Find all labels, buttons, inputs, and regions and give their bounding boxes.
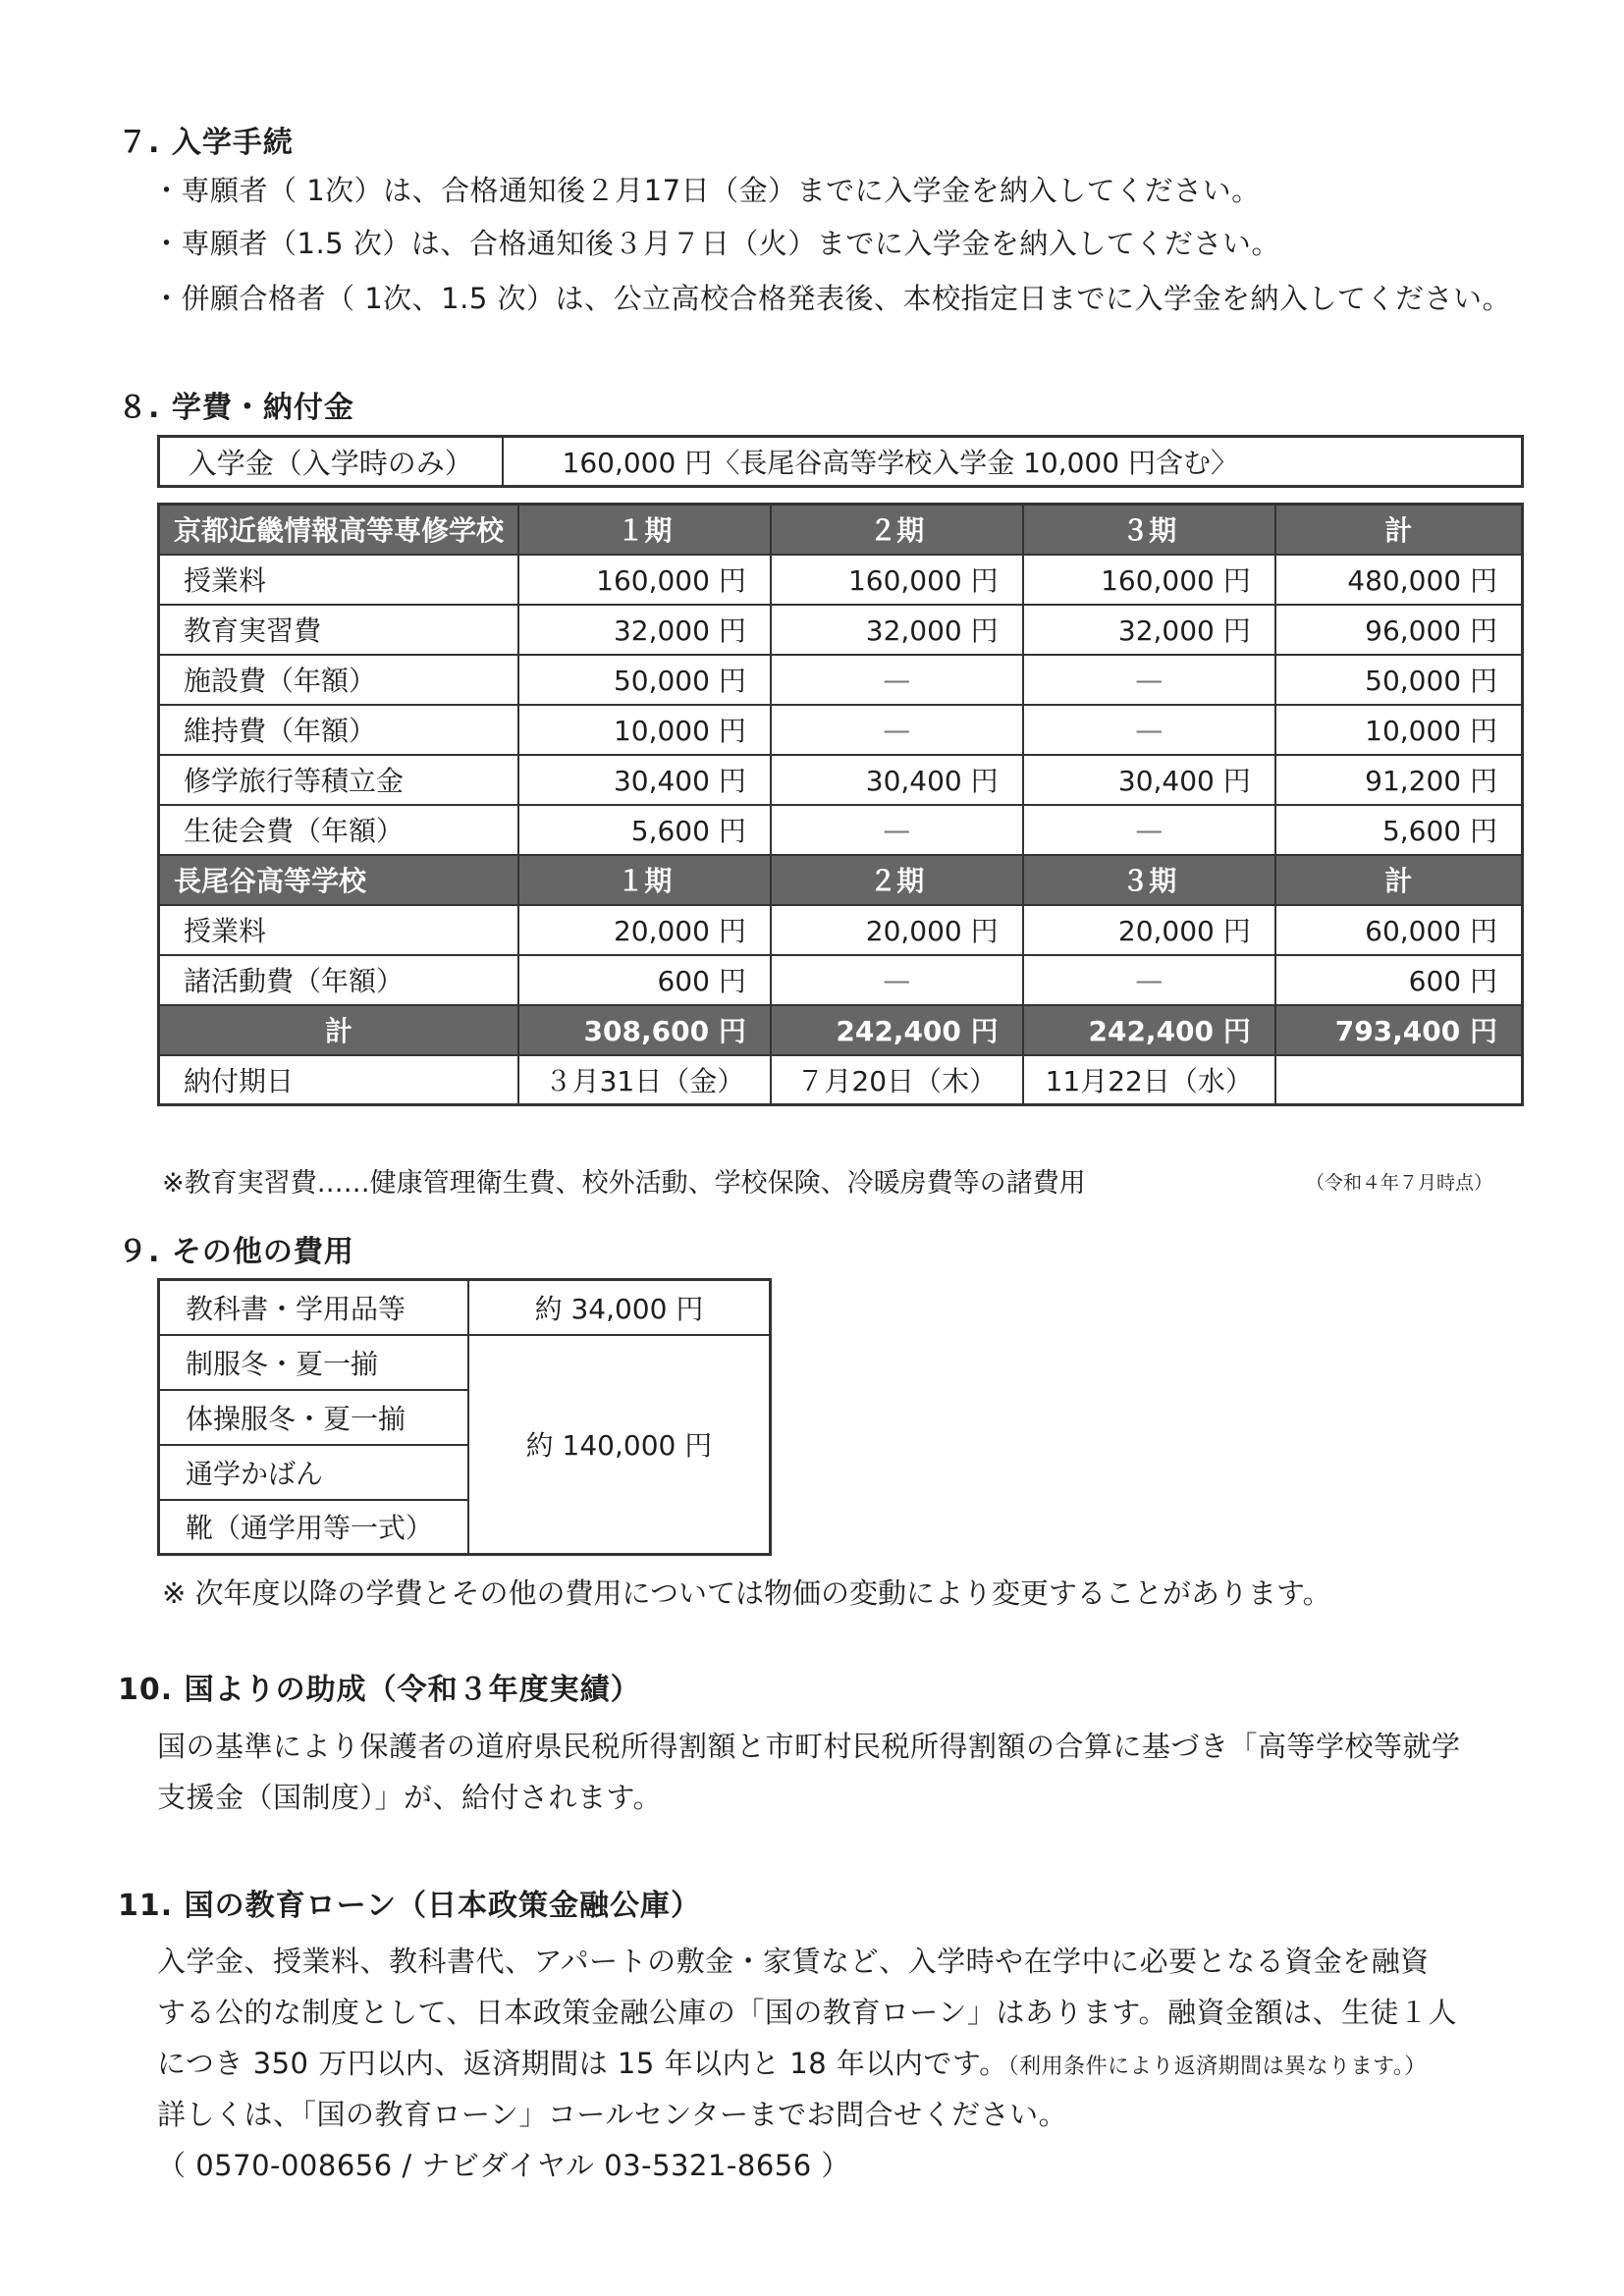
term-3-header: ３期 bbox=[1023, 855, 1275, 905]
cell-dash: — bbox=[1023, 655, 1275, 705]
due-date-term-2: ７月20日（木） bbox=[771, 1055, 1023, 1105]
cell-dash: — bbox=[771, 955, 1023, 1005]
cell-value: 600 円 bbox=[1275, 955, 1523, 1005]
table-row bbox=[159, 605, 1523, 655]
practice-fee-note: ※教育実習費……健康管理衛生費、校外活動、学校保険、冷暖房費等の諸費用 bbox=[162, 1168, 1086, 1199]
cell-value: 96,000 円 bbox=[1275, 605, 1523, 655]
loan-contact-numbers: （ 0570-008656 / ナビダイヤル 03-5321-8656 ） bbox=[157, 2149, 850, 2182]
nagaotani-school-name: 長尾谷高等学校 bbox=[159, 855, 519, 905]
cell-dash: — bbox=[1023, 705, 1275, 755]
loan-text-line-3 bbox=[157, 2042, 1532, 2082]
item-label: 制服冬・夏一揃 bbox=[159, 1335, 468, 1390]
cell-dash: — bbox=[1023, 805, 1275, 855]
cell-value: 160,000 円 bbox=[1023, 555, 1275, 605]
total-header: 計 bbox=[1275, 855, 1523, 905]
table-row bbox=[159, 805, 1523, 855]
as-of-note: （令和４年７月時点） bbox=[1306, 1172, 1493, 1194]
cell-value: 32,000 円 bbox=[771, 605, 1023, 655]
row-label: 施設費（年額） bbox=[159, 655, 519, 705]
cell-value: 50,000 円 bbox=[1275, 655, 1523, 705]
row-label: 教育実習費 bbox=[159, 605, 519, 655]
other-costs-table bbox=[157, 1278, 772, 1556]
table-row bbox=[159, 905, 1523, 955]
cell-dash: — bbox=[771, 655, 1023, 705]
cell-value: 20,000 円 bbox=[1023, 905, 1275, 955]
table-row bbox=[159, 755, 1523, 805]
cell-value: 5,600 円 bbox=[1275, 805, 1523, 855]
section-7-heading: ７. 入学手続 bbox=[118, 126, 294, 160]
cell-value: 32,000 円 bbox=[1023, 605, 1275, 655]
nagaotani-header-row bbox=[159, 855, 1523, 905]
bullet-2: ・専願者（1.5 次）は、合格通知後３月７日（火）までに入学金を納入してください。 bbox=[152, 227, 1280, 260]
entrance-fee-label: 入学金（入学時のみ） bbox=[159, 437, 503, 487]
cell-dash: — bbox=[771, 705, 1023, 755]
loan-text-line-3-main: につき 350 万円以内、返済期間は 15 年以内と 18 年以内です。 bbox=[157, 2047, 1008, 2080]
cell-value: 91,200 円 bbox=[1275, 755, 1523, 805]
loan-condition-note: （利用条件により返済期間は異なります。） bbox=[1007, 2055, 1427, 2079]
item-label: 靴（通学用等一式） bbox=[159, 1500, 468, 1555]
subsidy-text-line-2: 支援金（国制度）」が、給付されます。 bbox=[157, 1781, 663, 1814]
row-label: 維持費（年額） bbox=[159, 705, 519, 755]
table-row bbox=[159, 705, 1523, 755]
section-9-heading: ９. その他の費用 bbox=[118, 1235, 354, 1269]
cell-value: 32,000 円 bbox=[518, 605, 771, 655]
due-date-term-1: ３月31日（金） bbox=[518, 1055, 771, 1105]
total-header: 計 bbox=[1275, 505, 1523, 555]
uniform-price: 約 140,000 円 bbox=[468, 1335, 771, 1555]
bullet-3: ・併願合格者（ 1次、1.5 次）は、公立高校合格発表後、本校指定日までに入学金を納入してください。 bbox=[152, 282, 1512, 315]
loan-text-line-1: 入学金、授業料、教科書代、アパートの敷金・家賃など、入学時や在学中に必要となる資金を融資 bbox=[157, 1945, 1430, 1978]
row-label: 授業料 bbox=[159, 905, 519, 955]
term-1-header: １期 bbox=[518, 505, 771, 555]
table-row bbox=[159, 655, 1523, 705]
cell-value: 50,000 円 bbox=[518, 655, 771, 705]
item-label: 通学かばん bbox=[159, 1445, 468, 1500]
loan-text-line-2: する公的な制度として、日本政策金融公庫の「国の教育ローン」はあります。融資金額は、生徒１人 bbox=[157, 1996, 1458, 2029]
bullet-1: ・専願者（ 1次）は、合格通知後２月17日（金）までに入学金を納入してください。 bbox=[152, 174, 1261, 207]
item-label: 教科書・学用品等 bbox=[159, 1280, 468, 1335]
cell-value: 30,400 円 bbox=[518, 755, 771, 805]
total-term-3: 242,400 円 bbox=[1023, 1005, 1275, 1055]
total-term-2: 242,400 円 bbox=[771, 1005, 1023, 1055]
total-label: 計 bbox=[159, 1005, 519, 1055]
kyoto-header-row bbox=[159, 505, 1523, 555]
price-change-note: ※ 次年度以降の学費とその他の費用については物価の変動により変更することがあります。 bbox=[162, 1576, 1331, 1610]
entrance-fee-table bbox=[157, 435, 1524, 488]
due-date-term-3: 11月22日（水） bbox=[1023, 1055, 1275, 1105]
term-2-header: ２期 bbox=[771, 855, 1023, 905]
fee-table bbox=[157, 503, 1524, 1106]
subsidy-text-line-1: 国の基準により保護者の道府県民税所得割額と市町村民税所得割額の合算に基づき「高等学校等就学 bbox=[157, 1730, 1461, 1763]
cell-value: 5,600 円 bbox=[518, 805, 771, 855]
kyoto-school-name: 京都近畿情報高等専修学校 bbox=[159, 505, 519, 555]
cell-value: 60,000 円 bbox=[1275, 905, 1523, 955]
cell-value: 10,000 円 bbox=[518, 705, 771, 755]
cell-dash: — bbox=[771, 805, 1023, 855]
section-10-heading: 10. 国よりの助成（令和３年度実績） bbox=[118, 1673, 641, 1707]
grand-total: 793,400 円 bbox=[1275, 1005, 1523, 1055]
cell-dash: — bbox=[1023, 955, 1275, 1005]
term-3-header: ３期 bbox=[1023, 505, 1275, 555]
table-row bbox=[159, 555, 1523, 605]
total-term-1: 308,600 円 bbox=[518, 1005, 771, 1055]
table-row bbox=[159, 955, 1523, 1005]
row-label: 生徒会費（年額） bbox=[159, 805, 519, 855]
section-11-heading: 11. 国の教育ローン（日本政策金融公庫） bbox=[118, 1889, 701, 1923]
row-label: 修学旅行等積立金 bbox=[159, 755, 519, 805]
row-label: 授業料 bbox=[159, 555, 519, 605]
cell-value: 30,400 円 bbox=[1023, 755, 1275, 805]
item-label: 体操服冬・夏一揃 bbox=[159, 1390, 468, 1445]
cell-value: 30,400 円 bbox=[771, 755, 1023, 805]
loan-text-line-4: 詳しくは、「国の教育ローン」コールセンターまでお問合せください。 bbox=[157, 2098, 1068, 2131]
cell-value: 480,000 円 bbox=[1275, 555, 1523, 605]
cell-value: 160,000 円 bbox=[771, 555, 1023, 605]
term-1-header: １期 bbox=[518, 855, 771, 905]
cell-value: 160,000 円 bbox=[518, 555, 771, 605]
due-date-row bbox=[159, 1055, 1523, 1105]
section-8-heading: ８. 学費・納付金 bbox=[118, 391, 354, 425]
cell-value: 10,000 円 bbox=[1275, 705, 1523, 755]
table-row bbox=[159, 1280, 771, 1335]
due-date-empty bbox=[1275, 1055, 1523, 1105]
cell-value: 600 円 bbox=[518, 955, 771, 1005]
term-2-header: ２期 bbox=[771, 505, 1023, 555]
textbook-price: 約 34,000 円 bbox=[468, 1280, 771, 1335]
table-row bbox=[159, 1335, 771, 1390]
cell-value: 20,000 円 bbox=[518, 905, 771, 955]
row-label: 諸活動費（年額） bbox=[159, 955, 519, 1005]
due-date-label: 納付期日 bbox=[159, 1055, 519, 1105]
cell-value: 20,000 円 bbox=[771, 905, 1023, 955]
entrance-fee-value: 160,000 円〈長尾谷高等学校入学金 10,000 円含む〉 bbox=[503, 437, 1523, 487]
total-row bbox=[159, 1005, 1523, 1055]
